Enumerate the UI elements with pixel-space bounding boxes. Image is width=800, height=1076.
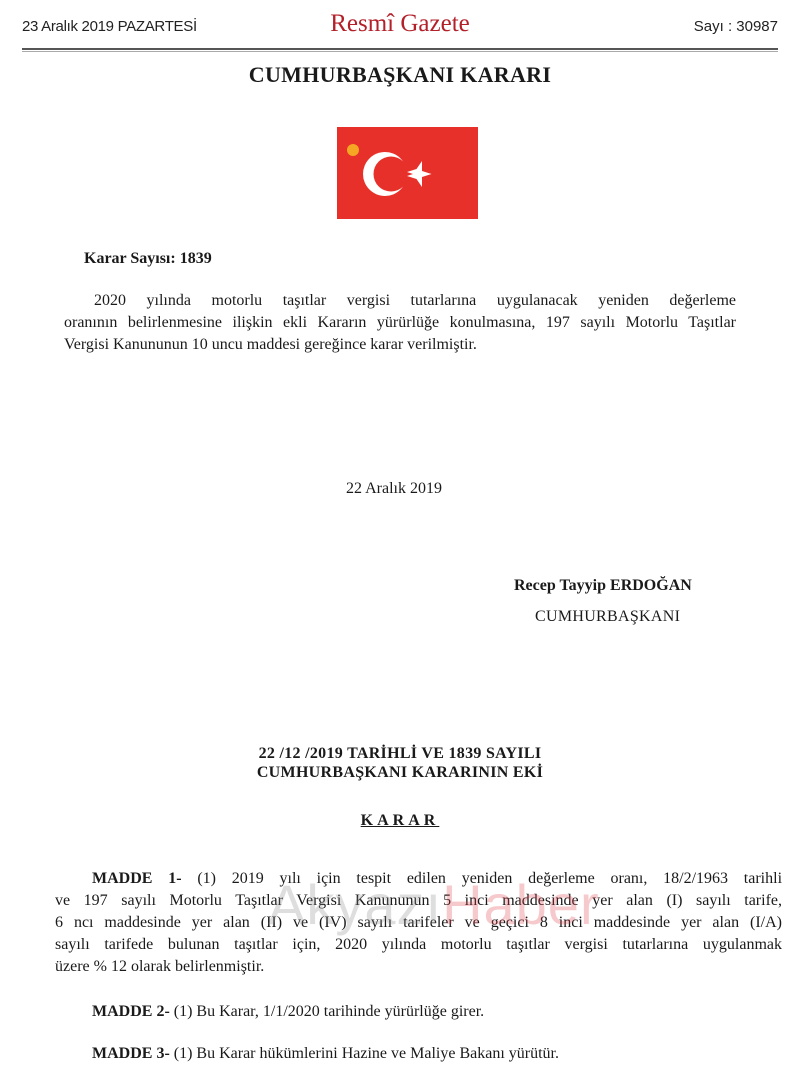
emblem-sun-icon <box>347 144 359 156</box>
article-1 <box>55 868 782 978</box>
article-text: (1) Bu Karar, 1/1/2020 tarihinde yürürlüğe girer. <box>173 1003 485 1020</box>
article-3 <box>92 1043 782 1065</box>
intro-paragraph <box>64 290 736 356</box>
signer-title: CUMHURBAŞKANI <box>535 608 681 625</box>
decision-number: Karar Sayısı: 1839 <box>84 250 212 267</box>
article-line: sayılı tarifede bulunan taşıtlar için, 2020 yılında motorlu taşıtlar vergisi tutarlarına uygulanmak <box>55 936 782 953</box>
intro-line: oranının belirlenmesine ilişkin ekli Kararın yürürlüğe konulmasına, 197 sayılı Motorlu Taşıtlar <box>64 314 736 331</box>
karar-heading: KARAR <box>360 812 440 829</box>
intro-line: Vergisi Kanununun 10 uncu maddesi gereğince karar verilmiştir. <box>64 336 477 353</box>
article-label: MADDE 2- <box>92 1003 170 1020</box>
gazette-header <box>22 8 778 48</box>
article-line: ve 197 sayılı Motorlu Taşıtlar Vergisi Kanununun 5 inci maddesinde yer alan (I) sayılı tarife, <box>55 892 782 909</box>
intro-line: 2020 yılında motorlu taşıtlar vergisi tutarlarına uygulanacak yeniden değerleme <box>94 292 736 309</box>
issue-number: Sayı : 30987 <box>693 18 778 35</box>
flag-graphic <box>337 127 478 219</box>
article-line: 6 ncı maddesinde yer alan (II) ve (IV) sayılı tarifeler ve geçici 8 inci maddesinde yer alan (I/A) <box>55 914 782 931</box>
annex-title <box>0 744 800 782</box>
watermark-part: Akyazı <box>268 873 443 936</box>
article-text: (1) 2019 yılı için tespit edilen yeniden değerleme oranı, 18/2/1963 tarihli <box>197 870 783 887</box>
article-text: (1) Bu Karar hükümlerini Hazine ve Maliye Bakanı yürütür. <box>173 1045 559 1062</box>
article-label: MADDE 3- <box>92 1045 170 1062</box>
masthead: Resmî Gazete <box>330 10 470 37</box>
article-line <box>55 868 782 890</box>
watermark-part: Haber <box>442 873 600 936</box>
article-2 <box>92 1001 782 1023</box>
annex-title-line: CUMHURBAŞKANI KARARININ EKİ <box>256 764 544 781</box>
annex-title-line: 22 /12 /2019 TARİHLİ VE 1839 SAYILI <box>258 745 542 762</box>
issue-date: 23 Aralık 2019 PAZARTESİ <box>22 18 197 35</box>
article-line: üzere % 12 olarak belirlenmiştir. <box>55 958 265 975</box>
article-label: MADDE 1- <box>92 870 182 887</box>
turkish-flag-icon <box>337 127 478 219</box>
header-divider <box>22 48 778 52</box>
signature-date: 22 Aralık 2019 <box>346 480 442 497</box>
signer-name: Recep Tayyip ERDOĞAN <box>514 577 692 594</box>
document-title: CUMHURBAŞKANI KARARI <box>248 62 552 87</box>
